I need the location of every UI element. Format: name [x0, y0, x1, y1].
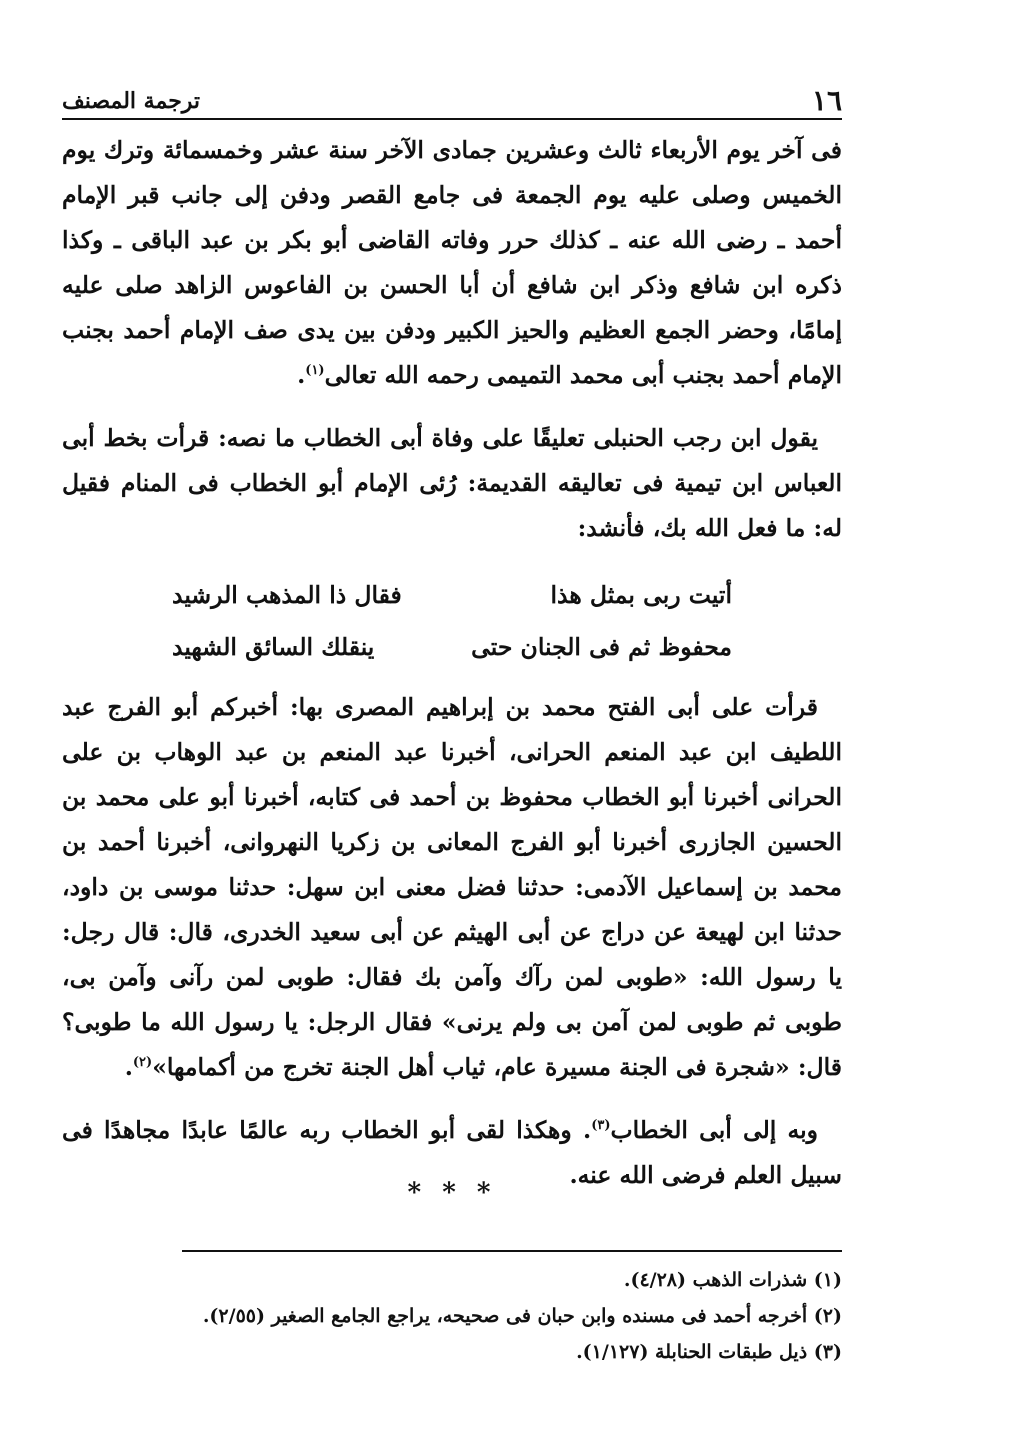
footnote-marker-1: (١) — [305, 363, 325, 379]
footnote-divider — [182, 1250, 842, 1252]
poem-first-hemistich: أتيت ربى بمثل هذا — [550, 581, 732, 609]
page-number: ١٦ — [811, 84, 842, 117]
footnote-item: (١) شذرات الذهب (٤/٢٨). — [623, 1269, 842, 1291]
paragraph-death-burial: فى آخر يوم الأربعاء ثالث وعشرين جمادى الآخر سنة عشر وخمسمائة وترك يوم الخميس وصلى عليه يوم الجمعة فى جامع القصر ودفن إلى جانب قبر الإمام أحمد ـ رضى الله عنه ـ كذلك حرر وفاته القاضى أبو بكر بن عبد الباقى ـ وكذا ذكره ابن شافع وذكر ابن شافع أن أبا الحسن بن الفاعوس الزاهد صلى عليه إمامًا، وحضر الجمع العظيم والحيز الكبير ودفن بين يدى صف الإمام أحمد بجنب الإمام أحمد بجنب أبى محمد التميمى رحمه الله تعالى$^{(١)}$. — [62, 136, 842, 389]
footnote-marker-3: (٣) — [591, 1118, 611, 1134]
paragraph-closing: وبه إلى أبى الخطاب$^{(٣)}$. وهكذا لقى أبو الخطاب ربه عالمًا عابدًا مجاهدًا فى سبيل العلم فرضى الله عنه. — [62, 1116, 842, 1189]
poem-line — [172, 569, 732, 621]
page-header — [62, 78, 842, 120]
poem — [172, 569, 732, 673]
footnote-item: (٢) أخرجه أحمد فى مسنده وابن حبان فى صحيحه، يراجع الجامع الصغير (٢/٥٥). — [202, 1305, 842, 1327]
poem-first-hemistich: محفوظ ثم فى الجنان حتى — [471, 633, 732, 661]
main-text — [62, 128, 842, 1216]
running-title: ترجمة المصنف — [62, 88, 201, 114]
paragraph-ibn-rajab: يقول ابن رجب الحنبلى تعليقًا على وفاة أبى الخطاب ما نصه: قرأت بخط أبى العباس ابن تيمية فى تعاليقه القديمة: رُئى الإمام أبو الخطاب فى المنام فقيل له: ما فعل الله بك، فأنشد: — [62, 424, 842, 542]
poem-line — [172, 621, 732, 673]
footnote-marker-2: (٢) — [132, 1055, 153, 1071]
paragraph-hadith-chain: قرأت على أبى الفتح محمد بن إبراهيم المصرى بها: أخبركم أبو الفرج عبد اللطيف ابن عبد المنعم الحرانى، أخبرنا عبد المنعم بن عبد الوهاب بن على الحرانى أخبرنا أبو الخطاب محفوظ بن أحمد فى كتابه، أخبرنا أبو على محمد بن الحسين الجازرى أخبرنا أبو الفرج المعانى بن زكريا النهروانى، أخبرنا أحمد بن محمد بن إسماعيل الآدمى: حدثنا فضل معنى ابن سهل: حدثنا موسى بن داود، حدثنا ابن لهيعة عن دراج عن أبى الهيثم عن أبى سعيد الخدرى، قال: قال رجل: يا رسول الله: «طوبى لمن رآك وآمن بك فقال: طوبى لمن رآنى وآمن بى، طوبى ثم طوبى لمن آمن بى ولم يرنى» فقال الرجل: يا رسول الله ما طوبى؟ قال: «شجرة فى الجنة مسيرة عام، ثياب أهل الجنة تخرج من أكمامها»$^{(٢)}$. — [62, 693, 842, 1081]
poem-second-hemistich: فقال ذا المذهب الرشيد — [172, 581, 402, 609]
footnotes — [182, 1262, 842, 1370]
footnote-item: (٣) ذيل طبقات الحنابلة (١/١٢٧). — [576, 1341, 842, 1363]
poem-second-hemistich: ينقلك السائق الشهيد — [172, 633, 375, 661]
section-separator: * * * — [407, 1178, 497, 1208]
